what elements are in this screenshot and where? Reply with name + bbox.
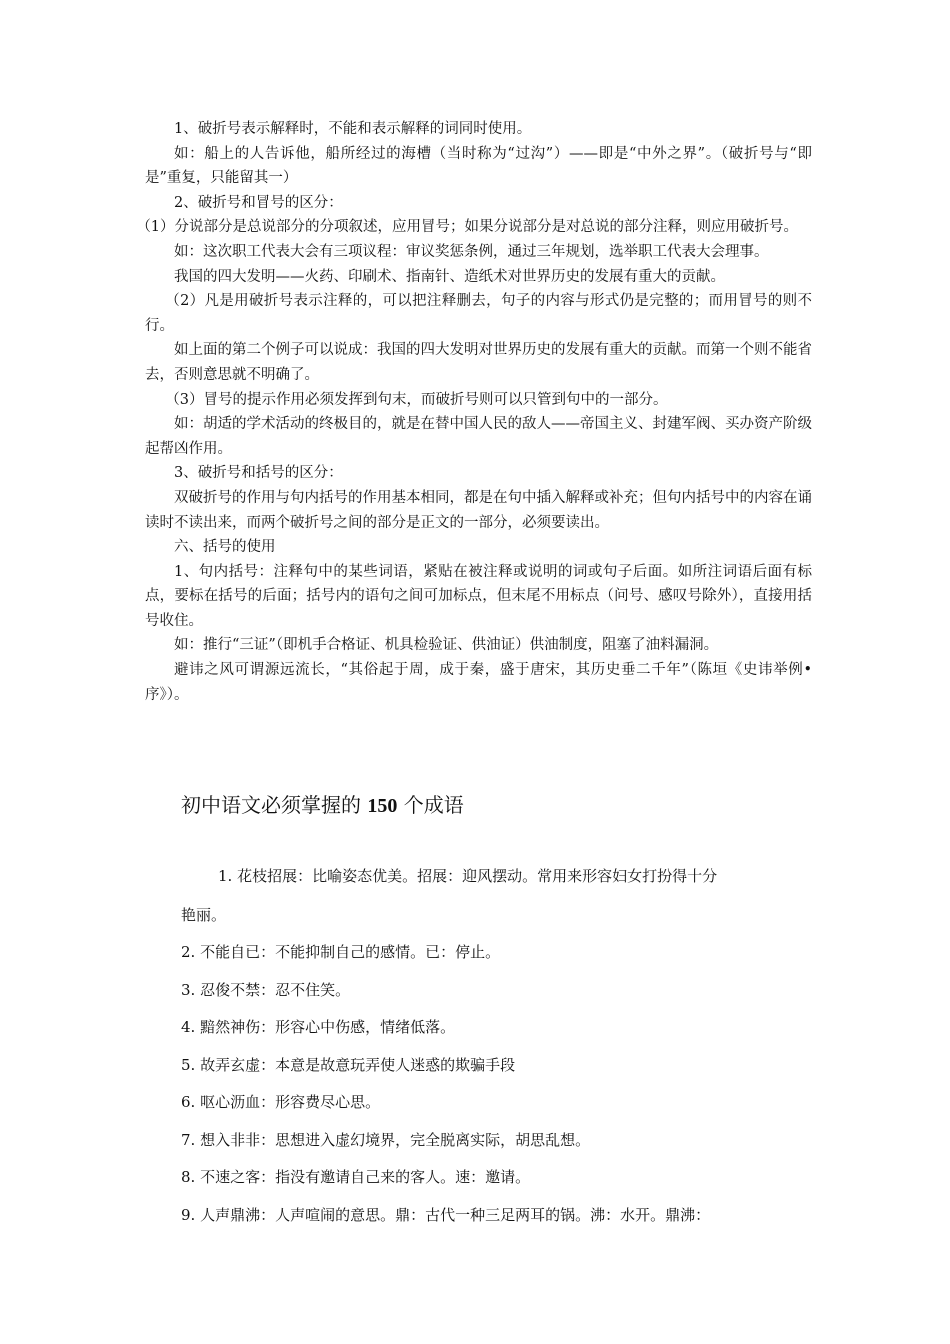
- paragraph: 如：船上的人告诉他，船所经过的海槽（当时称为“过沟”）——即是“中外之界”。（破折号与“即是”重复，只能留其一）: [145, 145, 812, 187]
- paragraph: 避讳之风可谓源远流长，“其俗起于周，成于秦，盛于唐宋，其历史垂二千年”（陈垣《史讳举例•序》）。: [145, 662, 812, 703]
- list-item: [181, 1130, 590, 1150]
- paragraph: 如上面的第二个例子可以说成：我国的四大发明对世界历史的发展有重大的贡献。而第一个则不能省去，否则意思就不明确了。: [145, 342, 812, 383]
- item-text: 想入非非：思想进入虚幻境界，完全脱离实际，胡思乱想。: [200, 1131, 591, 1149]
- list-item: [181, 1055, 515, 1075]
- paragraph: 1、破折号表示解释时，不能和表示解释的词同时使用。: [174, 121, 532, 137]
- list-item: [181, 1092, 380, 1112]
- paragraph: （1）分说部分是总说部分的分项叙述，应用冒号；如果分说部分是对总说的部分注释，则应用破折号。: [136, 219, 799, 236]
- paragraph: 如：胡适的学术活动的终极目的，就是在替中国人民的敌人——帝国主义、封建军阀、买办资产阶级起帮凶作用。: [145, 416, 812, 457]
- paragraph: （2）凡是用破折号表示注释的，可以把注释删去，句子的内容与形式仍是完整的；而用冒号的则不行。: [145, 293, 812, 334]
- title-prefix: 初中语文必须掌握的: [181, 793, 368, 817]
- paragraph: 2、破折号和冒号的区分：: [174, 194, 343, 211]
- paragraph: 如：这次职工代表大会有三项议程：审议奖惩条例，通过三年规划，选举职工代表大会理事。: [174, 243, 769, 260]
- item-text: 忍俊不禁：忍不住笑。: [200, 981, 351, 999]
- section-title: [181, 790, 464, 821]
- list-item: [181, 1205, 710, 1225]
- paragraph: 我国的四大发明——火药、印刷术、指南针、造纸术对世界历史的发展有重大的贡献。: [174, 268, 725, 285]
- item-number: 8.: [181, 1168, 196, 1186]
- paragraph: 如：推行“三证”（即机手合格证、机具检验证、供油证）供油制度，阻塞了油料漏洞。: [174, 637, 719, 654]
- list-item-continuation: [181, 905, 226, 925]
- item-number: 4.: [181, 1018, 196, 1036]
- paragraph: 六、括号的使用: [174, 539, 276, 556]
- item-text: 不能自已：不能抑制自己的感情。已：停止。: [200, 943, 501, 961]
- paragraph: 3、破折号和括号的区分：: [174, 465, 343, 482]
- paragraph: 双破折号的作用与句内括号的作用基本相同，都是在句中插入解释或补充；但句内括号中的内容在诵读时不读出来，而两个破折号之间的部分是正文的一部分，必须要读出。: [145, 489, 812, 531]
- item-number: 3.: [181, 981, 196, 999]
- item-number: 6.: [181, 1093, 196, 1111]
- list-item: [181, 942, 500, 962]
- paragraph: （3）冒号的提示作用必须发挥到句末，而破折号则可以只管到句中的一部分。: [165, 391, 668, 408]
- item-text: 人声鼎沸：人声喧闹的意思。鼎：古代一种三足两耳的锅。沸：水开。鼎沸：: [200, 1206, 711, 1224]
- item-text: 黯然神伤：形容心中伤感，情绪低落。: [200, 1018, 456, 1036]
- item-text: 艳丽。: [181, 906, 227, 924]
- list-item: [181, 1017, 455, 1037]
- title-suffix: 个成语: [397, 793, 464, 817]
- list-item: [181, 1167, 530, 1187]
- item-text: 不速之客：指没有邀请自己来的客人。速：邀请。: [200, 1168, 531, 1186]
- item-text: 故弄玄虚：本意是故意玩弄使人迷惑的欺骗手段: [200, 1056, 516, 1074]
- item-number: 2.: [181, 943, 196, 961]
- item-text: 呕心沥血：形容费尽心思。: [200, 1093, 381, 1111]
- title-number: 150: [367, 795, 398, 817]
- item-number: 1.: [218, 867, 233, 885]
- list-item: [218, 866, 717, 886]
- item-text: 花枝招展：比喻姿态优美。招展：迎风摆动。常用来形容妇女打扮得十分: [237, 867, 718, 885]
- item-number: 9.: [181, 1206, 196, 1224]
- item-number: 5.: [181, 1056, 196, 1074]
- list-item: [181, 980, 350, 1000]
- paragraph: 1、句内括号：注释句中的某些词语，紧贴在被注释或说明的词或句子后面。如所注词语后面有标点，要标在括号的后面；括号内的语句之间可加标点，但末尾不用标点（问号、感叹号除外），直接用括号收住。: [145, 563, 812, 629]
- item-number: 7.: [181, 1131, 196, 1149]
- punctuation-section: [136, 117, 812, 707]
